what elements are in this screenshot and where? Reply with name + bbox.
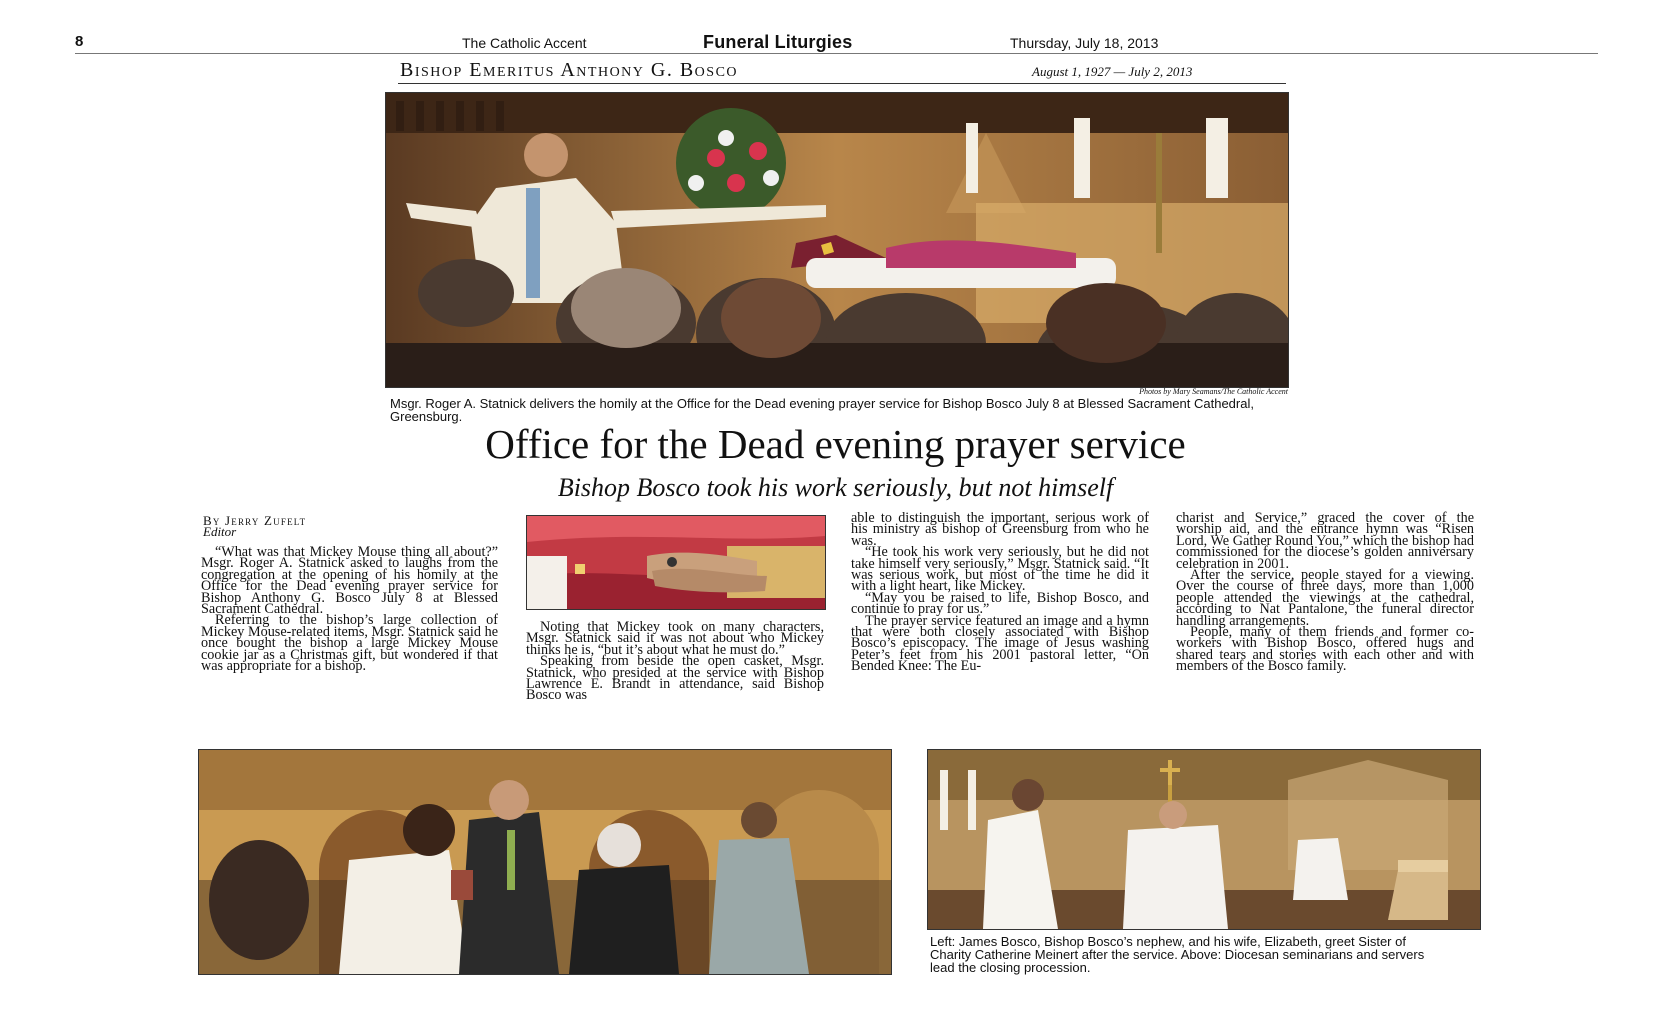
headline: Office for the Dead evening prayer service — [485, 421, 1186, 467]
column-4-paragraph: After the service, people stayed for a viewing. Over the course of three days, more than 1,000 people attended the viewings at the cathedral, according to Nat Pantalone, the funeral director handling arrangements. — [1176, 567, 1474, 629]
article-column-2 — [526, 619, 824, 704]
procession-photo — [927, 749, 1481, 930]
column-3-paragraph: able to distinguish the important, serious work of his ministry as bishop of Greensburg from who he was. — [851, 510, 1149, 549]
article-column-3 — [851, 510, 1149, 675]
byline: By Jerry Zufelt — [203, 513, 307, 528]
banner-divider — [398, 83, 1286, 84]
header-divider — [75, 53, 1598, 54]
publication-name: The Catholic Accent — [462, 35, 587, 51]
column-3-paragraph: The prayer service featured an image and a hymn that were both closely associated with Bishop Bosco’s episcopacy. The image of Jesus washing Peter’s feet from his 2001 pastoral letter, “On Bended Knee: The Eu- — [851, 612, 1149, 675]
column-4-paragraph: charist and Service,” graced the cover of the worship aid, and the entrance hymn was “Risen Lord, We Gather Round You,” which the bishop had commissioned for the diocese’s golden anniversary celebration in 2001. — [1176, 510, 1474, 572]
column-1-paragraph: “What was that Mickey Mouse thing all about?” Msgr. Roger A. Statnick asked to laughs from the congregation at the opening of his homily at the Office for the Dead evening prayer service for Bishop Anthony G. Bosco July 8 at Blessed Sacrament Cathedral. — [201, 544, 498, 618]
byline-role: Editor — [203, 524, 237, 539]
article-column-1 — [201, 544, 498, 675]
top-photo-caption: Msgr. Roger A. Statnick delivers the homily at the Office for the Dead evening prayer service for Bishop Bosco July 8 at Blessed Sacrament Cathedral, Greensburg. — [390, 396, 1254, 424]
column-2-paragraph: Noting that Mickey took on many characters, Msgr. Statnick said it was not about who Mickey thinks he is, “but it’s about what he must do.” — [526, 619, 824, 658]
column-3-paragraph: “May you be raised to life, Bishop Bosco, and continue to pray for us.” — [851, 589, 1149, 618]
column-4-paragraph: People, many of them friends and former co-workers with Bishop Bosco, offered hugs and shared tears and stories with each other and with members of the Bosco family. — [1176, 624, 1474, 675]
column-2-paragraph: Speaking from beside the open casket, Msgr. Statnick, who presided at the service with Bishop Lawrence E. Brandt in attendance, said Bishop Bosco was — [526, 653, 824, 704]
bottom-photos-caption: Left: James Bosco, Bishop Bosco’s nephew, and his wife, Elizabeth, greet Sister of Charity Catherine Meinert after the service. Above: Diocesan seminarians and servers lead the closing procession. — [930, 934, 1425, 975]
issue-date: Thursday, July 18, 2013 — [1010, 35, 1159, 51]
family-greeting-photo — [198, 749, 892, 975]
subheadline: Bishop Bosco took his work seriously, but not himself — [557, 473, 1114, 502]
column-1-paragraph: Referring to the bishop’s large collection of Mickey Mouse-related items, Msgr. Statnick said he once bought the bishop a large Mickey Mouse cookie jar as a Christmas gift, but wondered if that was appropriate for a bishop. — [201, 612, 498, 675]
bishop-hands-photo — [526, 515, 826, 610]
homily-photo — [385, 92, 1289, 388]
photo-credit: Photos by Mary Seamans/The Catholic Accent — [1139, 387, 1288, 396]
section-title: Funeral Liturgies — [703, 32, 853, 52]
memorial-lifespan: August 1, 1927 — July 2, 2013 — [1032, 64, 1193, 79]
column-3-paragraph: “He took his work very seriously, but he did not take himself very seriously,” Msgr. Statnick said. “It was serious work, but most of the time he did it with a light heart, like Mickey. — [851, 544, 1149, 595]
article-column-4 — [1176, 510, 1474, 675]
memorial-banner-name: Bishop Emeritus Anthony G. Bosco — [400, 59, 739, 81]
page-number: 8 — [75, 33, 84, 50]
